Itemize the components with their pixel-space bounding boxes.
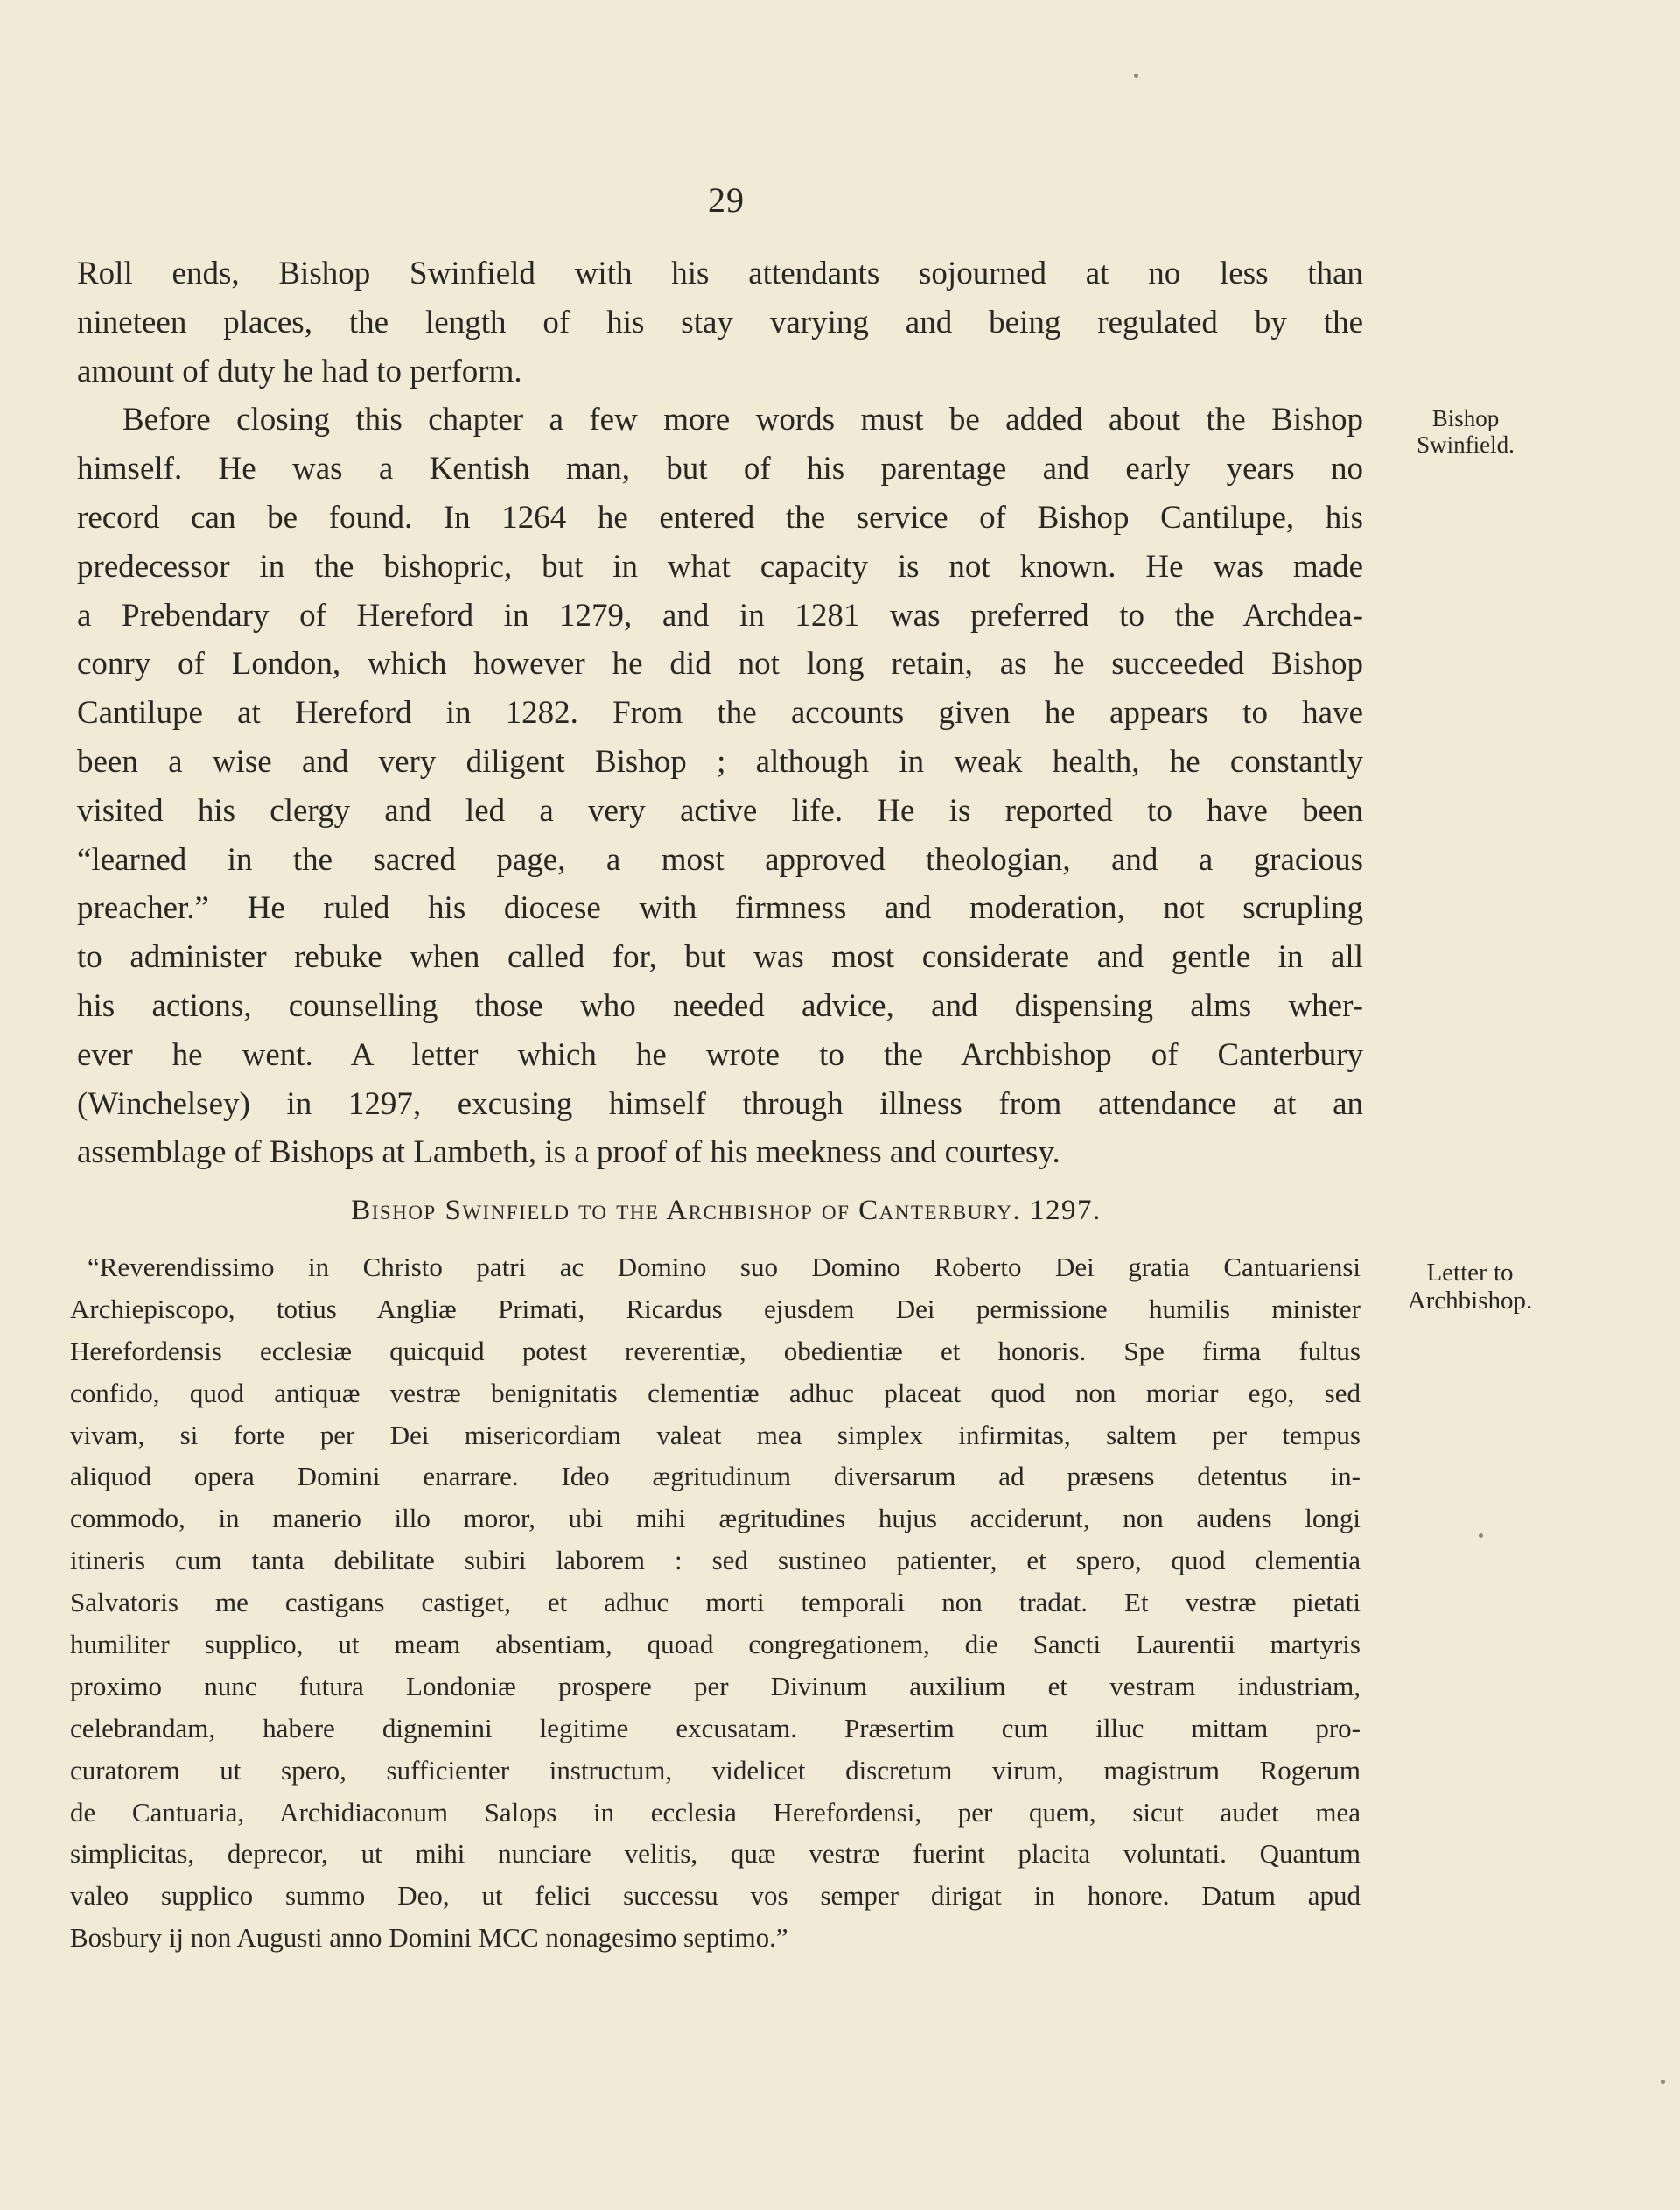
letter-heading: Bishop Swinfield to the Archbishop of Canterbury. 1297. — [351, 1195, 1102, 1226]
body-line: “learned in the sacred page, a most approved theologian, and a gracious — [77, 841, 1363, 878]
paper-speck — [1479, 1533, 1483, 1538]
letter-line: valeo supplico summo Deo, ut felici successu vos semper dirigat in honore. Datum apud — [70, 1880, 1361, 1912]
body-line: himself. He was a Kentish man, but of his parentage and early years no — [77, 451, 1363, 488]
margin-note-letter-to-archbishop — [1382, 1259, 1558, 1315]
letter-line: Herefordensis ecclesiæ quicquid potest reverentiæ, obedientiæ et honoris. Spe firma fultus — [70, 1335, 1361, 1366]
body-line: visited his clergy and led a very active life. He is reported to have been — [77, 792, 1363, 829]
body-line: to administer rebuke when called for, but was most considerate and gentle in all — [77, 939, 1363, 976]
paper-speck — [1661, 2080, 1665, 2084]
margin-note-bishop-swinfield — [1400, 405, 1531, 458]
margin-note-line: Bishop — [1432, 405, 1500, 431]
letter-line: itineris cum tanta debilitate subiri laborem : sed sustineo patienter, et spero, quod clementia — [70, 1545, 1361, 1576]
margin-note-line: Swinfield. — [1417, 431, 1515, 459]
body-text — [77, 249, 1363, 1177]
letter-line: de Cantuaria, Archidiaconum Salops in ecclesia Herefordensi, per quem, sicut audet mea — [70, 1796, 1361, 1828]
margin-note-line: Archbishop. — [1407, 1287, 1533, 1315]
letter-line: humiliter supplico, ut meam absentiam, quoad congregationem, die Sancti Laurentii martyris — [70, 1629, 1361, 1660]
letter-text — [70, 1246, 1361, 1959]
body-line: predecessor in the bishopric, but in what capacity is not known. He was made — [77, 548, 1363, 585]
letter-line: Archiepiscopo, totius Angliæ Primati, Ricardus ejusdem Dei permissione humilis minister — [70, 1293, 1361, 1324]
margin-note-line: Letter to — [1426, 1259, 1514, 1287]
body-line: (Winchelsey) in 1297, excusing himself through illness from attendance at an — [77, 1085, 1363, 1122]
body-line: conry of London, which however he did not long retain, as he succeeded Bishop — [77, 646, 1363, 683]
body-line: been a wise and very diligent Bishop ; although in weak health, he constantly — [77, 743, 1363, 780]
letter-line: celebrandam, habere dignemini legitime excusatam. Præsertim cum illuc mittam pro- — [70, 1712, 1361, 1743]
body-line: amount of duty he had to perform. — [77, 353, 522, 389]
body-line: ever he went. A letter which he wrote to the Archbishop of Canterbury — [77, 1036, 1363, 1073]
page-number: 29 — [708, 180, 745, 220]
body-line: assemblage of Bishops at Lambeth, is a proof of his meekness and courtesy. — [77, 1134, 1060, 1171]
body-line: Before closing this chapter a few more words must be added about the Bishop — [122, 402, 1363, 438]
paper-speck — [1134, 74, 1138, 78]
body-line: nineteen places, the length of his stay varying and being regulated by the — [77, 304, 1363, 340]
body-line: record can be found. In 1264 he entered the service of Bishop Cantilupe, his — [77, 499, 1363, 536]
letter-line: proximo nunc futura Londoniæ prospere per Divinum auxilium et vestram industriam, — [70, 1670, 1361, 1701]
body-line: his actions, counselling those who needed advice, and dispensing alms wher- — [77, 987, 1363, 1024]
letter-line: Salvatoris me castigans castiget, et adhuc morti temporali non tradat. Et vestræ pietati — [70, 1587, 1361, 1618]
body-line: a Prebendary of Hereford in 1279, and in 1281 was preferred to the Archdea- — [77, 597, 1363, 634]
body-line: Roll ends, Bishop Swinfield with his attendants sojourned at no less than — [77, 256, 1363, 291]
letter-line: confido, quod antiquæ vestræ benignitatis clementiæ adhuc placeat quod non moriar ego, sed — [70, 1377, 1361, 1408]
body-line: Cantilupe at Hereford in 1282. From the accounts given he appears to have — [77, 695, 1363, 732]
letter-line: Bosbury ij non Augusti anno Domini MCC nonagesimo septimo.” — [70, 1922, 788, 1954]
letter-line: simplicitas, deprecor, ut mihi nunciare velitis, quæ vestræ fuerint placita voluntati. Quantum — [70, 1838, 1361, 1870]
body-line: preacher.” He ruled his diocese with firmness and moderation, not scrupling — [77, 890, 1363, 927]
letter-line: curatorem ut spero, sufficienter instructum, videlicet discretum virum, magistrum Rogerum — [70, 1754, 1361, 1786]
letter-line: vivam, si forte per Dei misericordiam valeat mea simplex infirmitas, saltem per tempus — [70, 1419, 1361, 1450]
letter-line: “Reverendissimo in Christo patri ac Domino suo Domino Roberto Dei gratia Cantuariensi — [88, 1252, 1361, 1282]
letter-line: aliquod opera Domini enarrare. Ideo ægritudinum diversarum ad præsens detentus in- — [70, 1461, 1361, 1492]
letter-line: commodo, in manerio illo moror, ubi mihi ægritudines hujus acciderunt, non audens longi — [70, 1503, 1361, 1534]
